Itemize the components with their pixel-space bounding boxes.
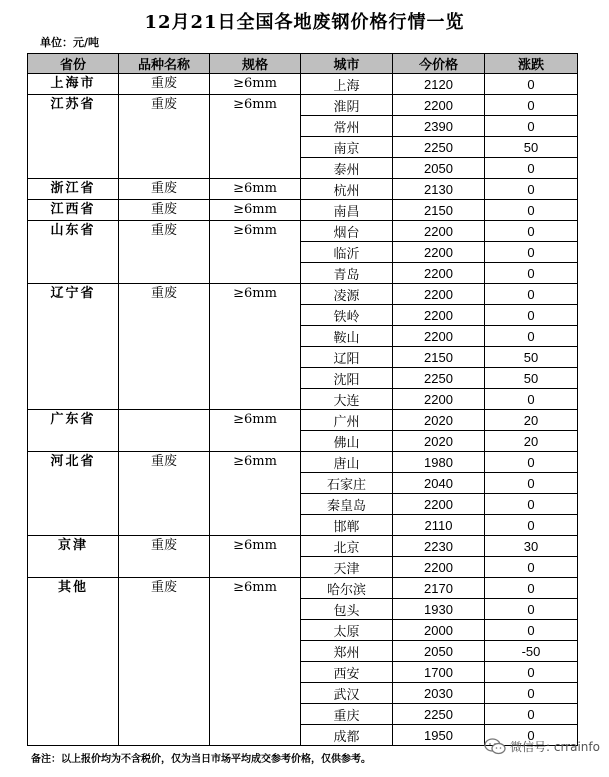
price-cell: 2200 (393, 242, 485, 263)
price-cell: 2120 (393, 74, 485, 95)
change-cell: 0 (485, 557, 578, 578)
city-cell: 上海 (301, 74, 393, 95)
city-cell: 泰州 (301, 158, 393, 179)
table-row (28, 578, 578, 599)
change-cell: 20 (485, 431, 578, 452)
change-cell: 20 (485, 410, 578, 431)
city-cell: 邯郸 (301, 515, 393, 536)
price-cell: 2200 (393, 557, 485, 578)
change-cell: 0 (485, 473, 578, 494)
price-cell: 2050 (393, 158, 485, 179)
city-cell: 青岛 (301, 263, 393, 284)
wechat-watermark (484, 738, 600, 755)
province-cell: 浙江省 (28, 179, 119, 200)
province-cell: 京津 (28, 536, 119, 578)
province-cell: 广东省 (28, 410, 119, 452)
change-cell: 0 (485, 704, 578, 725)
price-cell: 2200 (393, 389, 485, 410)
city-cell: 南昌 (301, 200, 393, 221)
change-cell: 0 (485, 389, 578, 410)
province-cell: 山东省 (28, 221, 119, 284)
price-cell: 2250 (393, 704, 485, 725)
header-variety: 品种名称 (119, 54, 210, 74)
price-cell: 2200 (393, 95, 485, 116)
spec-cell: ≥6mm (210, 410, 301, 452)
price-cell: 1700 (393, 662, 485, 683)
province-cell: 其他 (28, 578, 119, 746)
city-cell: 北京 (301, 536, 393, 557)
price-cell: 2020 (393, 410, 485, 431)
price-cell: 2150 (393, 200, 485, 221)
variety-cell: 重废 (119, 179, 210, 200)
table-body (28, 74, 578, 746)
city-cell: 常州 (301, 116, 393, 137)
city-cell: 天津 (301, 557, 393, 578)
variety-cell: 重废 (119, 74, 210, 95)
spec-cell: ≥6mm (210, 95, 301, 179)
unit-label: 单位：元/吨 (40, 36, 100, 49)
city-cell: 佛山 (301, 431, 393, 452)
price-cell: 2020 (393, 431, 485, 452)
price-cell: 2150 (393, 347, 485, 368)
spec-cell: ≥6mm (210, 221, 301, 284)
change-cell: 0 (485, 116, 578, 137)
change-cell: 0 (485, 578, 578, 599)
city-cell: 石家庄 (301, 473, 393, 494)
header-price: 今价格 (393, 54, 485, 74)
price-cell: 2170 (393, 578, 485, 599)
city-cell: 杭州 (301, 179, 393, 200)
table-row (28, 179, 578, 200)
price-cell: 2200 (393, 326, 485, 347)
city-cell: 大连 (301, 389, 393, 410)
city-cell: 成都 (301, 725, 393, 746)
change-cell: 0 (485, 452, 578, 473)
table-row (28, 410, 578, 431)
wechat-icon (484, 738, 506, 755)
price-cell: 2200 (393, 221, 485, 242)
city-cell: 沈阳 (301, 368, 393, 389)
price-cell: 2000 (393, 620, 485, 641)
city-cell: 淮阴 (301, 95, 393, 116)
change-cell: 0 (485, 494, 578, 515)
change-cell: 50 (485, 368, 578, 389)
price-cell: 2250 (393, 368, 485, 389)
spec-cell: ≥6mm (210, 200, 301, 221)
province-cell: 江西省 (28, 200, 119, 221)
variety-cell: 重废 (119, 536, 210, 578)
spec-cell: ≥6mm (210, 536, 301, 578)
change-cell: 50 (485, 347, 578, 368)
city-cell: 重庆 (301, 704, 393, 725)
change-cell: 50 (485, 137, 578, 158)
city-cell: 哈尔滨 (301, 578, 393, 599)
change-cell: 0 (485, 242, 578, 263)
price-cell: 2250 (393, 137, 485, 158)
city-cell: 唐山 (301, 452, 393, 473)
page-title: 12月21日全国各地废钢价格行情一览 (144, 12, 465, 33)
city-cell: 秦皇岛 (301, 494, 393, 515)
header-spec: 规格 (210, 54, 301, 74)
city-cell: 烟台 (301, 221, 393, 242)
price-cell: 1930 (393, 599, 485, 620)
change-cell: 0 (485, 74, 578, 95)
footnote: 备注：以上报价均为不含税价，仅为当日市场平均成交参考价格，仅供参考。 (31, 754, 371, 765)
price-cell: 2040 (393, 473, 485, 494)
table-row (28, 95, 578, 116)
province-cell: 上海市 (28, 74, 119, 95)
price-cell: 2110 (393, 515, 485, 536)
city-cell: 广州 (301, 410, 393, 431)
change-cell: 0 (485, 599, 578, 620)
table-header-row (28, 54, 578, 74)
watermark-text: 微信号: crrainfo (510, 740, 600, 754)
city-cell: 铁岭 (301, 305, 393, 326)
change-cell: 0 (485, 515, 578, 536)
table-row (28, 284, 578, 305)
table-row (28, 452, 578, 473)
city-cell: 武汉 (301, 683, 393, 704)
header-province: 省份 (28, 54, 119, 74)
city-cell: 郑州 (301, 641, 393, 662)
variety-cell: 重废 (119, 578, 210, 746)
table-row (28, 221, 578, 242)
variety-cell: 重废 (119, 284, 210, 410)
price-cell: 2230 (393, 536, 485, 557)
province-cell: 河北省 (28, 452, 119, 536)
change-cell: 0 (485, 662, 578, 683)
variety-cell (119, 410, 210, 452)
table-row (28, 536, 578, 557)
city-cell: 临沂 (301, 242, 393, 263)
city-cell: 包头 (301, 599, 393, 620)
change-cell: -50 (485, 641, 578, 662)
change-cell: 0 (485, 305, 578, 326)
city-cell: 辽阳 (301, 347, 393, 368)
change-cell: 0 (485, 158, 578, 179)
price-cell: 2200 (393, 305, 485, 326)
price-cell: 2200 (393, 263, 485, 284)
change-cell: 0 (485, 725, 578, 746)
city-cell: 南京 (301, 137, 393, 158)
province-cell: 辽宁省 (28, 284, 119, 410)
change-cell: 30 (485, 536, 578, 557)
price-cell: 1980 (393, 452, 485, 473)
change-cell: 0 (485, 179, 578, 200)
spec-cell: ≥6mm (210, 179, 301, 200)
price-cell: 2390 (393, 116, 485, 137)
change-cell: 0 (485, 326, 578, 347)
city-cell: 西安 (301, 662, 393, 683)
variety-cell: 重废 (119, 95, 210, 179)
price-cell: 1950 (393, 725, 485, 746)
spec-cell: ≥6mm (210, 284, 301, 410)
variety-cell: 重废 (119, 221, 210, 284)
variety-cell: 重废 (119, 200, 210, 221)
header-city: 城市 (301, 54, 393, 74)
spec-cell: ≥6mm (210, 578, 301, 746)
change-cell: 0 (485, 200, 578, 221)
change-cell: 0 (485, 620, 578, 641)
table-row (28, 200, 578, 221)
variety-cell: 重废 (119, 452, 210, 536)
change-cell: 0 (485, 284, 578, 305)
change-cell: 0 (485, 683, 578, 704)
spec-cell: ≥6mm (210, 74, 301, 95)
spec-cell: ≥6mm (210, 452, 301, 536)
city-cell: 太原 (301, 620, 393, 641)
change-cell: 0 (485, 263, 578, 284)
city-cell: 凌源 (301, 284, 393, 305)
price-cell: 2050 (393, 641, 485, 662)
price-cell: 2200 (393, 494, 485, 515)
change-cell: 0 (485, 221, 578, 242)
city-cell: 鞍山 (301, 326, 393, 347)
header-change: 涨跌 (485, 54, 578, 74)
price-cell: 2130 (393, 179, 485, 200)
province-cell: 江苏省 (28, 95, 119, 179)
price-cell: 2200 (393, 284, 485, 305)
price-table (27, 53, 578, 746)
table-row (28, 74, 578, 95)
price-cell: 2030 (393, 683, 485, 704)
change-cell: 0 (485, 95, 578, 116)
